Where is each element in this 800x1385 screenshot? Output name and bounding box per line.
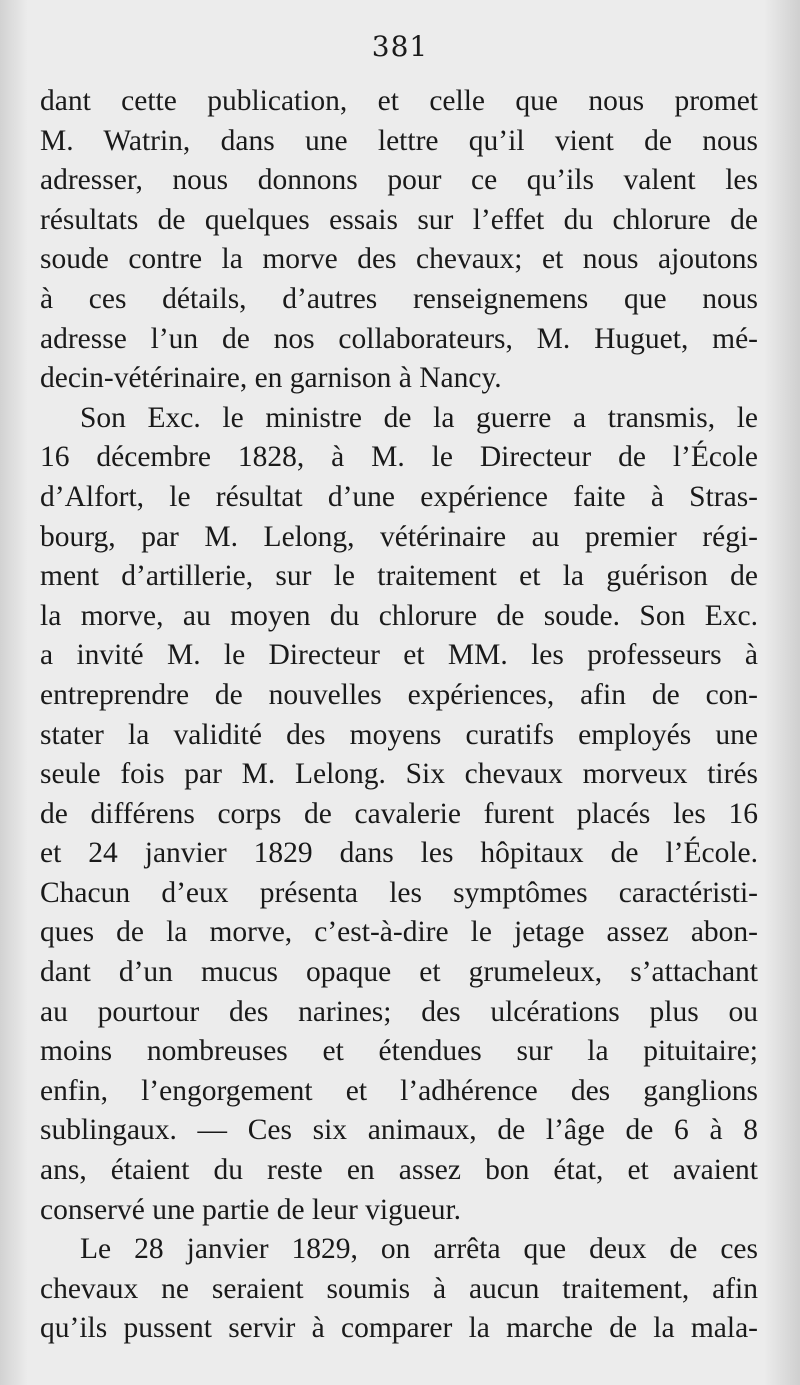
- text-line: adresse l’un de nos collaborateurs, M. Huguet, mé-: [40, 322, 758, 355]
- text-line: stater la validité des moyens curatifs employés une: [40, 718, 758, 751]
- text-line: qu’ils pussent servir à comparer la marche de la mala-: [40, 1312, 758, 1345]
- text-line: soude contre la morve des chevaux; et nous ajoutons: [40, 243, 758, 276]
- text-line: decin-vétérinaire, en garnison à Nancy.: [40, 362, 502, 395]
- text-line: Son Exc. le ministre de la guerre a transmis, le: [80, 401, 758, 434]
- text-line: moins nombreuses et étendues sur la pituitaire;: [40, 1035, 758, 1068]
- text-line: dant cette publication, et celle que nous promet: [40, 85, 758, 117]
- body-text: [40, 82, 758, 1349]
- text-line: résultats de quelques essais sur l’effet du chlorure de: [40, 203, 758, 236]
- text-line: sublingaux. — Ces six animaux, de l’âge de 6 à 8: [40, 1114, 758, 1147]
- page-edge-shadow-right: [764, 0, 800, 1385]
- text-line: Le 28 janvier 1829, on arrêta que deux de ces: [80, 1233, 758, 1266]
- text-line: enfin, l’engorgement et l’adhérence des ganglions: [40, 1074, 758, 1107]
- text-line: bourg, par M. Lelong, vétérinaire au premier régi-: [40, 520, 758, 553]
- text-line: de différens corps de cavalerie furent placés les 16: [40, 797, 758, 830]
- text-line: 16 décembre 1828, à M. le Directeur de l’École: [40, 441, 758, 474]
- text-line: et 24 janvier 1829 dans les hôpitaux de l’École.: [40, 837, 758, 870]
- text-line: Chacun d’eux présenta les symptômes caractéristi-: [40, 876, 758, 909]
- text-line: à ces détails, d’autres renseignemens que nous: [40, 282, 758, 315]
- text-line: dant d’un mucus opaque et grumeleux, s’attachant: [40, 956, 758, 989]
- text-line: la morve, au moyen du chlorure de soude. Son Exc.: [40, 599, 758, 632]
- text-line: adresser, nous donnons pour ce qu’ils valent les: [40, 164, 758, 197]
- text-line: M. Watrin, dans une lettre qu’il vient de nous: [40, 124, 758, 157]
- text-line: ment d’artillerie, sur le traitement et la guérison de: [40, 560, 758, 593]
- text-line: a invité M. le Directeur et MM. les professeurs à: [40, 639, 758, 672]
- text-line: entreprendre de nouvelles expériences, afin de con-: [40, 678, 758, 711]
- page-number: 381: [371, 30, 429, 63]
- text-line: d’Alfort, le résultat d’une expérience faite à Stras-: [40, 480, 758, 513]
- text-line: ques de la morve, c’est-à-dire le jetage assez abon-: [40, 916, 758, 949]
- page-edge-shadow-left: [0, 0, 28, 1385]
- text-line: conservé une partie de leur vigueur.: [40, 1193, 462, 1226]
- text-line: ans, étaient du reste en assez bon état, et avaient: [40, 1154, 758, 1187]
- text-line: au pourtour des narines; des ulcérations plus ou: [40, 995, 758, 1028]
- text-line: chevaux ne seraient soumis à aucun traitement, afin: [40, 1272, 758, 1305]
- text-line: seule fois par M. Lelong. Six chevaux morveux tirés: [40, 758, 758, 791]
